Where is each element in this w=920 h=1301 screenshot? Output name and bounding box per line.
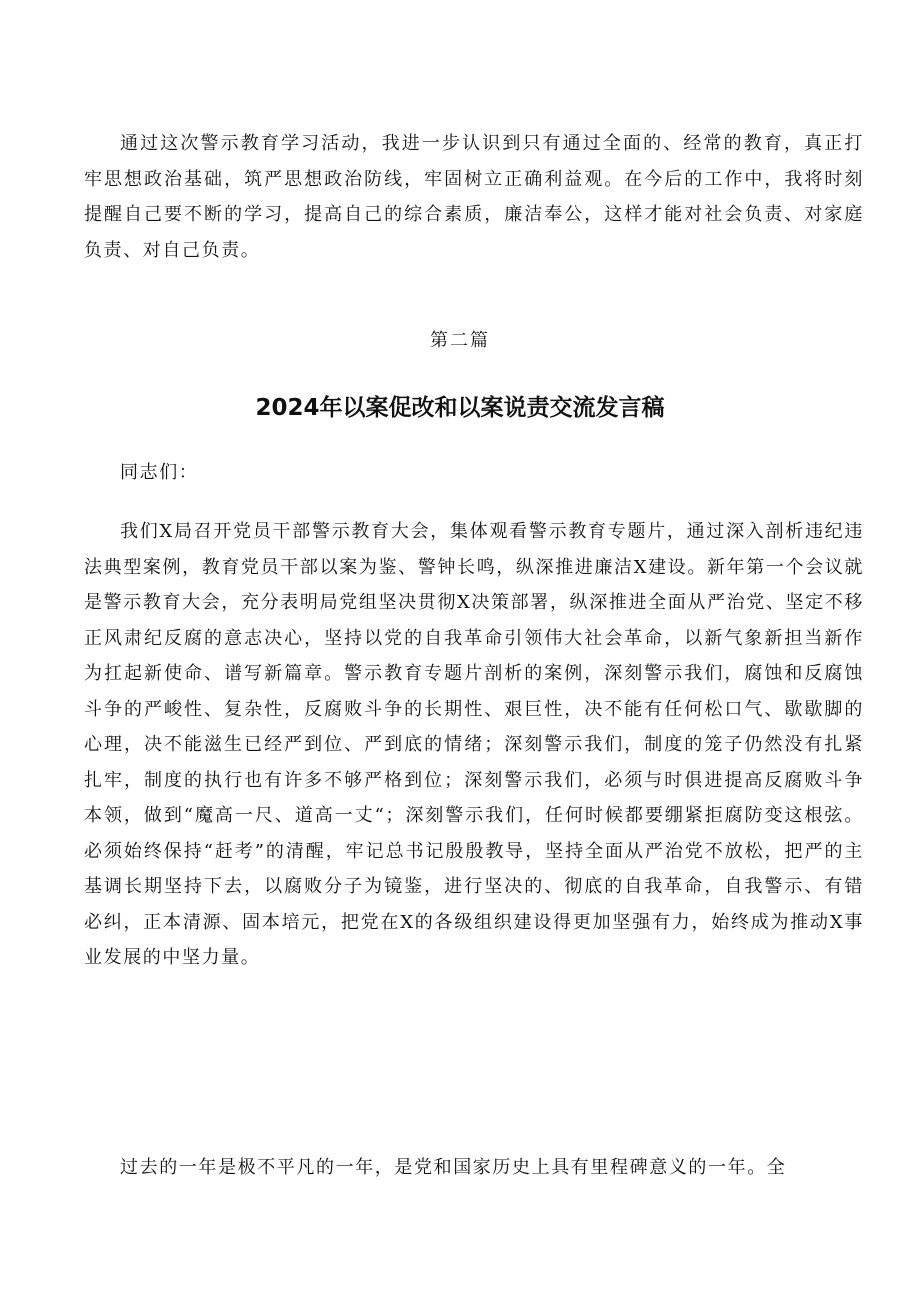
document-title: 2024年以案促改和以案说责交流发言稿 bbox=[255, 395, 665, 421]
body-paragraph: 过去的一年是极不平凡的一年，是党和国家历史上具有里程碑意义的一年。全 bbox=[120, 1157, 787, 1178]
body-paragraph: 通过这次警示教育学习活动，我进一步认识到只有通过全面的、经常的教育，真正打牢思想政治基础，筑严思想政治防线，牢固树立正确利益观。在今后的工作中，我将时刻提醒自己要不断的学习，提高自己的综合素质，廉洁奉公，这样才能对社会负责、对家庭负责、对自己负责。 bbox=[84, 133, 864, 261]
section-label: 第二篇 bbox=[430, 330, 490, 351]
body-paragraph: 我们X局召开党员干部警示教育大会，集体观看警示教育专题片，通过深入剖析违纪违法典型案例，教育党员干部以案为鉴、警钟长鸣，纵深推进廉洁X建设。新年第一个会议就是警示教育大会，充分表明局党组坚决贯彻X决策部署，纵深推进全面从严治党、坚定不移正风肃纪反腐的意志决心，坚持以党的自我革命引领伟大社会革命，以新气象新担当新作为扛起新使命、谱写新篇章。警示教育专题片剖析的案例，深刻警示我们，腐蚀和反腐蚀斗争的严峻性、复杂性，反腐败斗争的长期性、艰巨性，决不能有任何松口气、歇歇脚的心理，决不能滋生已经严到位、严到底的情绪；深刻警示我们，制度的笼子仍然没有扎紧扎牢，制度的执行也有许多不够严格到位；深刻警示我们，必须与时俱进提高反腐败斗争本领，做到“魔高一尺、道高一丈“；深刻警示我们，任何时候都要绷紧拒腐防变这根弦。必须始终保持“赶考”的清醒，牢记总书记殷殷教导，坚持全面从严治党不放松，把严的主基调长期坚持下去，以腐败分子为镜鉴，进行坚决的、彻底的自我革命，自我警示、有错必纠，正本清源、固本培元，把党在X的各级组织建设得更加坚强有力，始终成为推动X事业发展的中坚力量。 bbox=[84, 521, 864, 968]
salutation: 同志们： bbox=[120, 462, 199, 483]
